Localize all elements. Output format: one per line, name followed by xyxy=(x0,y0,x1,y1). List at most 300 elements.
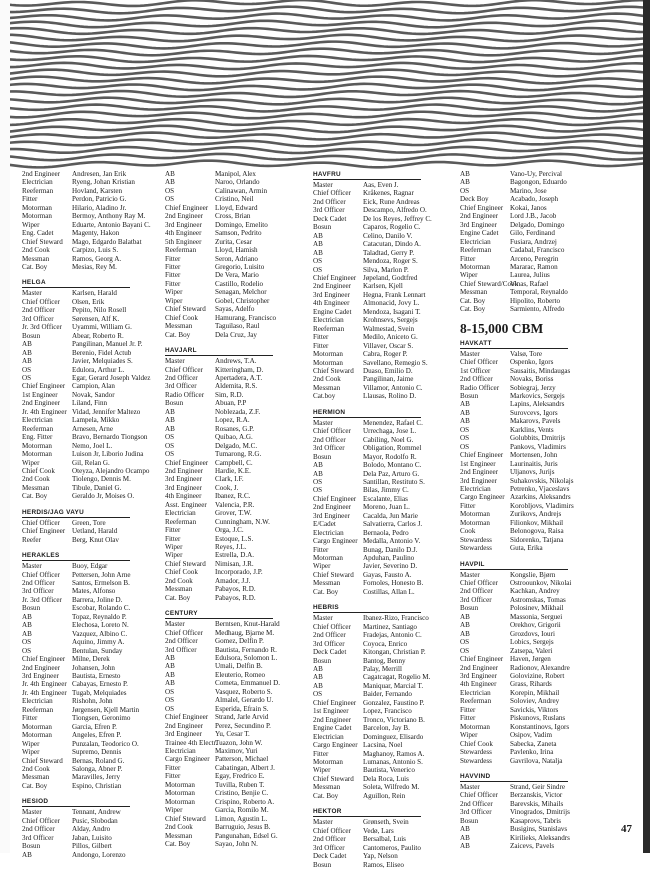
crew-row xyxy=(313,640,421,648)
crew-name: Vidad, Jennifer Maltezo xyxy=(72,407,141,416)
crew-name: Limon, Agustin L. xyxy=(215,814,268,823)
crew-name: Buoy, Edgar xyxy=(72,562,108,571)
crew-row xyxy=(165,357,273,365)
crew-row xyxy=(460,825,568,833)
crew-row xyxy=(22,433,148,442)
crew-row xyxy=(165,467,273,475)
crew-rank: AB xyxy=(313,665,323,674)
crew-name: Olsen, Erik xyxy=(72,297,105,306)
crew-row xyxy=(313,495,421,503)
crew-name: Cunningham, N.W. xyxy=(215,517,270,526)
crew-rank: Master xyxy=(22,289,42,298)
crew-row xyxy=(313,861,421,869)
crew-rank: Master xyxy=(165,357,185,366)
crew-row xyxy=(460,468,568,476)
crew-name: Kachkan, Andrey xyxy=(510,587,560,596)
crew-row xyxy=(22,306,130,314)
crew-name: Villamor, Antonio C. xyxy=(363,383,423,392)
crew-rank: Engine Cadet xyxy=(313,307,352,316)
crew-rank: Cat. Boy xyxy=(22,492,48,501)
crew-row xyxy=(313,681,424,690)
crew-name: Bernas, Roland G. xyxy=(72,756,125,765)
crew-name: Almonacid, Jovy L. xyxy=(363,299,420,308)
crew-name: Abuan, P.P xyxy=(215,399,247,408)
crew-row xyxy=(460,178,568,186)
crew-row xyxy=(313,333,421,341)
crew-row xyxy=(313,520,421,528)
crew-name: Berg, Knut Olav xyxy=(72,535,119,544)
crew-name: Busigins, Stanislavs xyxy=(510,825,568,834)
crew-row xyxy=(22,817,130,825)
crew-name: Grass, Rihards xyxy=(510,680,552,689)
crew-row xyxy=(165,322,273,330)
crew-rank: 2nd Engineer xyxy=(313,503,352,512)
crew-row xyxy=(165,577,273,585)
crew-row xyxy=(22,834,130,842)
crew-row xyxy=(313,844,421,852)
crew-column-1 xyxy=(22,170,151,859)
crew-rank: 2nd Officer xyxy=(460,587,493,596)
crew-rank: Wiper xyxy=(22,220,40,229)
crew-name: Gomez, Delfin P. xyxy=(215,637,264,646)
crew-row xyxy=(313,316,421,324)
crew-rank: Chief Steward/Cook xyxy=(460,279,519,288)
crew-rank: 2nd Engineer xyxy=(165,212,204,221)
crew-row xyxy=(460,460,568,468)
crew-rank: Master xyxy=(313,418,333,427)
crew-row xyxy=(460,476,574,485)
crew-row xyxy=(22,416,130,424)
crew-row xyxy=(460,579,572,588)
crew-rank: Electrician xyxy=(460,484,491,493)
crew-name: Garcia, Romilo M. xyxy=(215,806,269,815)
crew-name: Andresen, Jan Erik xyxy=(72,170,127,178)
crew-row xyxy=(165,280,273,288)
crew-row xyxy=(313,783,421,791)
vessel-name: HELGA xyxy=(22,278,130,288)
crew-name: Cook, J. xyxy=(215,483,239,492)
crew-rank: Chief Engineer xyxy=(460,655,504,664)
crew-row xyxy=(460,800,568,808)
crew-name: Karlsen, Harald xyxy=(72,289,117,298)
crew-name: Bautista, Ernesto xyxy=(72,672,121,681)
vessel-name: CENTURY xyxy=(165,609,273,619)
crew-row xyxy=(460,204,568,212)
crew-column-4 xyxy=(460,170,574,851)
crew-name: Medhaug, Bjarne M. xyxy=(215,628,275,637)
crew-name: Cometa, Emmanuel D. xyxy=(215,679,281,688)
crew-rank: OS xyxy=(165,195,175,204)
crew-row xyxy=(460,246,568,254)
crew-row xyxy=(460,229,568,237)
crew-rank: Asst. Engineer xyxy=(165,500,207,509)
crew-name: Piskunovs, Ruslans xyxy=(510,714,566,723)
crew-rank: Chief Steward xyxy=(22,237,63,246)
crew-rank: AB xyxy=(22,348,32,357)
crew-row xyxy=(460,834,568,842)
crew-rank: Chief Steward xyxy=(313,366,354,375)
crew-rank: Chief Engineer xyxy=(165,203,209,212)
crew-row xyxy=(165,187,273,195)
crew-rank: 3rd Officer xyxy=(313,206,345,215)
crew-name: Lampela, Mikko xyxy=(72,416,120,425)
crew-name: Cadabal, Francisco xyxy=(510,246,565,255)
crew-name: Castillo, Rodelio xyxy=(215,279,264,288)
crew-row xyxy=(22,638,130,646)
crew-rank: Electrician xyxy=(22,178,53,187)
crew-name: Celino, Danilo V. xyxy=(363,231,413,240)
crew-rank: AB xyxy=(460,629,470,638)
crew-rank: 2nd Engineer xyxy=(313,282,352,291)
crew-rank: Cat. Boy xyxy=(22,781,48,790)
crew-name: Hamurang, Francisco xyxy=(215,313,277,322)
crew-rank: Motorman xyxy=(313,358,343,367)
crew-row xyxy=(165,450,273,458)
crew-row xyxy=(313,707,421,715)
color-tab-edge xyxy=(643,0,650,853)
crew-name: Moreno, Juan L. xyxy=(363,503,410,512)
crew-rank: Electrician xyxy=(460,688,491,697)
crew-name: Bantog, Benny xyxy=(363,656,406,665)
crew-name: Golubbits, Dmitrijs xyxy=(510,434,566,443)
crew-row xyxy=(313,648,426,657)
crew-name: Guta, Erika xyxy=(510,544,543,553)
crew-rank: Messman xyxy=(22,254,50,263)
crew-row xyxy=(22,808,130,816)
crew-name: Vasquez, Roberto S. xyxy=(215,687,273,696)
crew-rank: Stewardess xyxy=(460,748,492,757)
crew-rank: 2nd Cook xyxy=(22,475,50,484)
crew-rank: 3rd Engineer xyxy=(313,511,350,520)
crew-row xyxy=(22,587,130,595)
crew-row xyxy=(165,170,273,178)
crew-row xyxy=(165,815,273,823)
crew-name: Cristino, Benjie C. xyxy=(215,789,269,798)
crew-name: Bilas, Jimmy C. xyxy=(363,486,409,495)
crew-row xyxy=(22,748,130,756)
vessel-section xyxy=(165,346,273,602)
crew-row xyxy=(313,240,421,248)
crew-name: Petrenko, Vjaceslavs xyxy=(510,484,570,493)
crew-rank: Motorman xyxy=(22,450,52,459)
crew-rank: Master xyxy=(313,181,333,189)
crew-rank: Messman xyxy=(22,773,50,782)
crew-row xyxy=(165,594,273,602)
crew-rank: Eng. Fitter xyxy=(22,433,53,442)
crew-row xyxy=(460,571,568,579)
crew-row xyxy=(22,450,144,459)
crew-name: Bolodo, Montano C. xyxy=(363,461,422,470)
crew-name: Kongslie, Bjørn xyxy=(510,570,556,579)
crew-row xyxy=(313,249,421,257)
crew-name: Lacsina, Noel xyxy=(363,741,403,750)
vessel-section xyxy=(22,797,130,859)
crew-rank: Wiper xyxy=(165,288,183,297)
crew-row xyxy=(165,178,273,186)
crew-row xyxy=(460,630,568,638)
crew-rank: Fitter xyxy=(460,705,476,714)
crew-row xyxy=(165,221,273,229)
crew-rank: 2nd Engineer xyxy=(22,663,61,672)
crew-rank: Wiper xyxy=(313,562,331,571)
crew-row xyxy=(165,518,273,526)
vessel-section xyxy=(165,609,281,848)
crew-name: Soleta, Wilfredo M. xyxy=(363,783,420,792)
crew-name: Bautista, Fernando R. xyxy=(215,645,277,654)
crew-row xyxy=(22,391,130,399)
crew-rank: Bosun xyxy=(313,223,332,232)
crew-name: Hardie, K.E. xyxy=(215,466,251,475)
crew-row xyxy=(22,204,130,212)
crew-name: Garcia, Efren P. xyxy=(72,722,117,731)
crew-rank: 2nd Officer xyxy=(313,435,346,444)
crew-rank: AB xyxy=(165,662,175,671)
crew-rank: Fitter xyxy=(313,341,329,350)
crew-name: Bautista, Venerico xyxy=(363,766,415,775)
crew-rank: AB xyxy=(165,170,175,178)
crew-name: Escobar, Rolando C. xyxy=(72,604,131,613)
crew-row xyxy=(22,237,142,246)
crew-row xyxy=(165,789,273,797)
crew-rank: Motorman xyxy=(313,554,343,563)
crew-rank: OS xyxy=(22,365,32,374)
crew-row xyxy=(165,475,273,483)
crew-rank: Cat. Boy xyxy=(460,305,486,314)
crew-name: Hipolito, Roberto xyxy=(510,296,561,305)
crew-name: Novak, Sandor xyxy=(72,390,115,399)
crew-rank: Cargo Engineer xyxy=(313,537,358,546)
crew-row xyxy=(165,425,273,433)
crew-row xyxy=(313,623,421,631)
crew-row xyxy=(313,546,421,554)
crew-name: Alday, Andro xyxy=(72,825,111,834)
crew-rank: Chief Officer xyxy=(22,816,60,825)
crew-rank: Motorman xyxy=(22,212,52,221)
crew-name: Estoque, L.S. xyxy=(215,534,254,543)
crew-row xyxy=(313,444,421,452)
crew-row xyxy=(460,757,568,765)
crew-row xyxy=(22,613,130,621)
crew-rank: OS xyxy=(165,450,175,459)
crew-name: Liland, Finn xyxy=(72,399,108,408)
crew-rank: Bosun xyxy=(22,604,41,613)
crew-rank: Chief Engineer xyxy=(165,458,209,467)
crew-name: Ospenko, Igors xyxy=(510,358,554,367)
crew-row xyxy=(22,373,151,382)
crew-row xyxy=(165,255,273,263)
crew-rank: 2nd Cook xyxy=(165,576,193,585)
crew-row xyxy=(22,714,130,722)
crew-name: Sayas, Adelfo xyxy=(215,305,255,314)
crew-name: Quibao, A.G. xyxy=(215,433,253,442)
crew-rank: Deck Cadet xyxy=(313,214,347,223)
crew-rank: AB xyxy=(460,417,470,426)
crew-row xyxy=(165,399,273,407)
crew-name: Almalel, Gerardo U. xyxy=(215,696,274,705)
crew-name: Astromskas, Tomas xyxy=(510,595,566,604)
crew-rank: AB xyxy=(165,178,175,187)
crew-rank: Bosun xyxy=(460,816,479,825)
crew-row xyxy=(460,426,568,434)
crew-rank: 4th Engineer xyxy=(165,229,202,238)
crew-row xyxy=(165,271,273,279)
crew-name: Fornoles, Honesto B. xyxy=(363,579,424,588)
crew-rank: Bosun xyxy=(313,860,332,869)
crew-row xyxy=(460,271,568,279)
crew-row xyxy=(165,798,273,806)
crew-rank: OS xyxy=(165,696,175,705)
crew-row xyxy=(460,443,568,451)
crew-name: Laurinaitis, Juris xyxy=(510,459,558,468)
crew-row xyxy=(22,349,130,357)
crew-row xyxy=(313,257,421,265)
crew-name: Dela Paz, Arturo G. xyxy=(363,469,420,478)
crew-row xyxy=(165,568,273,576)
crew-name: Eick, Rune Andreas xyxy=(363,197,420,206)
crew-row xyxy=(22,246,130,254)
crew-row xyxy=(22,765,130,773)
crew-name: Kråkenes, Ragnar xyxy=(363,189,414,198)
crew-name: Calinawan, Armin xyxy=(215,186,268,195)
crew-rank: 2nd Cook xyxy=(22,765,50,773)
crew-row xyxy=(165,484,273,492)
crew-name: Tuazon, John W. xyxy=(215,738,263,747)
crew-name: Krohnsevs, Sergejs xyxy=(363,316,418,325)
crew-rank: 3rd Engineer xyxy=(313,290,350,299)
crew-name: Vinogrados, Dmitrijs xyxy=(510,808,570,817)
crew-rank: Cat. Boy xyxy=(313,791,339,800)
crew-row xyxy=(165,442,273,450)
crew-rank: Fitter xyxy=(22,195,38,204)
crew-row xyxy=(313,477,425,486)
crew-rank: Cargo Engineer xyxy=(460,493,505,502)
crew-rank: AB xyxy=(22,850,32,859)
crew-name: Valencia, P.R. xyxy=(215,500,255,509)
crew-rank: Motorman xyxy=(165,789,195,798)
crew-name: Mates, Alfonso xyxy=(72,587,116,596)
crew-rank: Trainee 4th Electr. xyxy=(165,738,218,747)
vessel-name: HAVKATT xyxy=(460,339,568,349)
crew-name: Ibanez-Rizo, Francisco xyxy=(363,614,429,623)
crew-row xyxy=(460,384,568,392)
crew-rank: 2nd Engineer xyxy=(22,399,61,408)
crew-name: Eleuterio, Romeo xyxy=(215,670,266,679)
crew-row xyxy=(165,671,273,679)
crew-rank: OS xyxy=(313,265,323,274)
size-class-heading: 8-15,000 CBM xyxy=(460,320,544,336)
crew-name: Korepin, Mikhail xyxy=(510,688,560,697)
crew-row xyxy=(165,288,273,296)
crew-rank: Wiper xyxy=(165,806,183,815)
crew-row xyxy=(460,672,568,680)
crew-rank: 2nd Officer xyxy=(165,637,198,646)
crew-name: Savickis, Viktors xyxy=(510,705,559,714)
crew-row xyxy=(22,407,141,416)
crew-row xyxy=(460,255,568,263)
crew-name: Bagongon, Eduardo xyxy=(510,178,567,187)
crew-name: Fradejas, Antonio C. xyxy=(363,631,422,640)
crew-name: Topaz, Reynaldo P. xyxy=(72,612,127,621)
crew-name: Lumanas, Antonio S. xyxy=(363,758,423,766)
crew-name: Dominguez, Elisardo xyxy=(363,732,424,741)
crew-name: Silva, Marlon P. xyxy=(363,265,409,274)
crew-name: Perdon, Patricio G. xyxy=(72,195,127,204)
crew-rank: 3rd Officer xyxy=(22,587,54,596)
crew-name: Novaks, Boriss xyxy=(510,375,554,384)
crew-rank: Chief Steward xyxy=(22,756,63,765)
crew-name: Ramos, Georg A. xyxy=(72,254,122,263)
crew-name: Barevskis, Mihails xyxy=(510,799,564,808)
crew-row xyxy=(313,512,421,520)
crew-name: Campbell, C. xyxy=(215,458,253,467)
crew-row xyxy=(313,732,424,741)
crew-row xyxy=(165,382,273,390)
crew-row xyxy=(313,571,421,579)
crew-name: De los Reyes, Jeffrey C. xyxy=(363,214,432,223)
crew-rank: Electrician xyxy=(313,732,344,741)
crew-row xyxy=(165,391,273,399)
crew-row xyxy=(313,367,421,375)
crew-rank: Cat. Boy xyxy=(165,839,191,848)
wave-pattern-header xyxy=(0,0,650,170)
crew-row xyxy=(22,562,130,570)
crew-name: Maniquar, Marcial T. xyxy=(363,681,424,690)
vessel-section xyxy=(313,170,432,401)
crew-rank: Messman xyxy=(165,831,193,840)
crew-rank: 2nd Engineer xyxy=(22,170,61,178)
crew-rank: Jr. 4th Engineer xyxy=(22,680,67,689)
vessel-section xyxy=(460,772,568,851)
crew-row xyxy=(22,366,130,374)
crew-name: Strand, Jarle Arvid xyxy=(215,713,269,722)
crew-name: Samson, Pedrito xyxy=(215,229,262,238)
page-number: 47 xyxy=(621,823,632,835)
crew-rank: Fitter xyxy=(22,714,38,723)
crew-name: Umali, Delfin B. xyxy=(215,662,263,671)
crew-rank: OS xyxy=(22,373,32,382)
crew-name: Edulsora, Solomon L. xyxy=(215,654,278,663)
crew-rank: Messman xyxy=(313,783,341,792)
crew-name: Yap, Nelson xyxy=(363,852,398,861)
crew-rank: Motorman xyxy=(165,780,195,789)
crew-rank: Chief Officer xyxy=(313,826,351,835)
crew-row xyxy=(22,466,150,475)
crew-row xyxy=(165,238,273,246)
crew-name: Kitteringham, D. xyxy=(215,365,264,374)
crew-row xyxy=(460,280,568,288)
crew-rank: OS xyxy=(460,442,470,451)
crew-name: Kokai, Janos xyxy=(510,203,547,212)
crew-row xyxy=(165,366,273,374)
crew-rank: Bosun xyxy=(313,452,332,461)
crew-rank: Chief Engineer xyxy=(460,451,504,460)
crew-row xyxy=(460,409,568,417)
crew-rank: AB xyxy=(460,621,470,630)
crew-rank: OS xyxy=(165,704,175,713)
crew-rank: Fitter xyxy=(165,534,181,543)
crew-row xyxy=(313,206,427,215)
crew-name: Pangilinan, Manuel Jr. P. xyxy=(72,340,143,349)
crew-row xyxy=(460,647,568,655)
crew-rank: 3rd Officer xyxy=(165,645,197,654)
crew-rank: Cat. Boy xyxy=(313,587,339,596)
crew-name: Magenty, Hakon xyxy=(72,229,120,238)
crew-rank: 3rd Officer xyxy=(460,808,492,817)
crew-row xyxy=(165,305,273,313)
crew-row xyxy=(22,340,143,349)
crew-name: Palay, Merrill xyxy=(363,665,402,674)
vessel-section xyxy=(165,170,277,339)
